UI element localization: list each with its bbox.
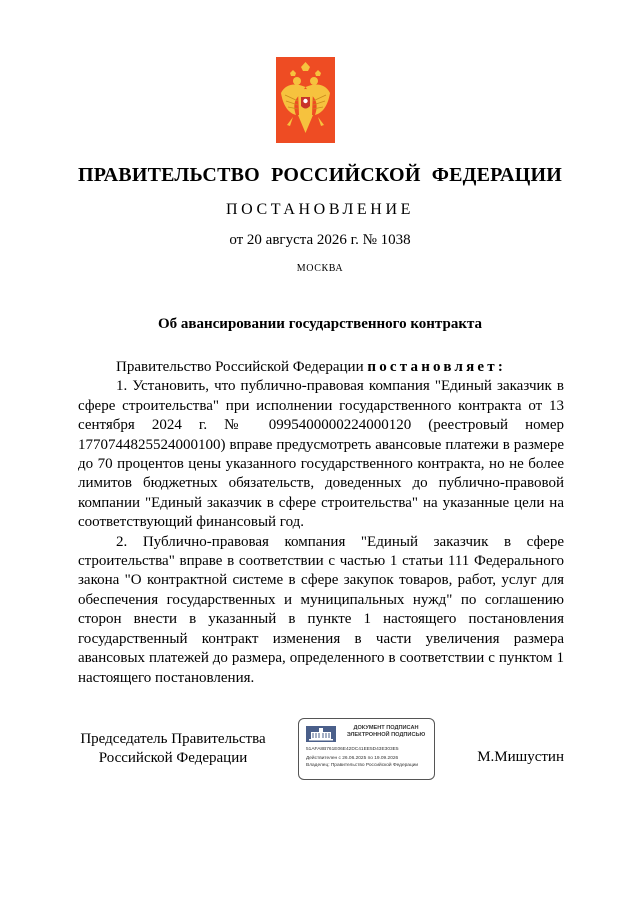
certificate-serial: 51AFA8B761E06E42DC41EE5D43E303E5 xyxy=(306,747,399,752)
document-type: ПОСТАНОВЛЕНИЕ xyxy=(226,201,414,218)
signatory-name: М.Мишустин xyxy=(477,749,564,765)
date-and-number: от 20 августа 2026 г. № 1038 xyxy=(229,232,411,248)
coat-of-arms-icon xyxy=(276,57,335,143)
paragraph-2: 2. Публично-правовая компания "Единый заказчик в сфере строительства" вправе в соответствии с частью 1 статьи 111 Федерального закона "О контрактной системе в сфере закупок товаров, работ, услуг для обеспечения государственных и муниципальных нужд" по соглашению сторон внести в указанный в пункте 1 настоящего постановления государственный контракт изменения в части увеличения размера авансовых платежей до размера, определенного в соответствии с пунктом 1 настоящего постановления. xyxy=(78,533,564,686)
paragraph-1: 1. Установить, что публично-правовая компания "Единый заказчик в сфере строительства" при исполнении государственного контракта от 13 сентября 2024 г. № 0995400000224000120 (реестровый номер 1770744825524000100) вправе предусмотреть авансовые платежи в размере до 70 процентов цены указанного государственного контракта, но не более лимитов бюджетных обязательств, доведенных до публично-правовой компании "Единый заказчик в сфере строительства" на указанные цели на соответствующий финансовый год. xyxy=(78,378,564,531)
government-name: ПРАВИТЕЛЬСТВО РОССИЙСКОЙ ФЕДЕРАЦИИ xyxy=(78,164,562,186)
position-line-2: Российской Федерации xyxy=(98,750,248,766)
lead-paragraph xyxy=(78,358,564,377)
government-building-icon xyxy=(306,726,336,747)
city: МОСКВА xyxy=(296,263,344,274)
document-title: Об авансировании государственного контракта xyxy=(157,316,483,332)
lead-text: Правительство Российской Федерации xyxy=(116,359,368,375)
stamp-header xyxy=(340,725,432,739)
electronic-signature-stamp xyxy=(298,718,435,780)
decree-word: постановляет: xyxy=(367,359,507,375)
signatory-position xyxy=(78,730,268,768)
certificate-validity: Действителен с 26.06.2025 по 19.09.2026 xyxy=(306,756,399,761)
document-body xyxy=(78,358,564,688)
certificate-owner: Владелец: Правительство Российской Федерации xyxy=(306,763,419,768)
position-line-1: Председатель Правительства xyxy=(80,731,266,747)
stamp-header-line-2: ЭЛЕКТРОННОЙ ПОДПИСЬЮ xyxy=(346,732,426,738)
stamp-header-line-1: ДОКУМЕНТ ПОДПИСАН xyxy=(353,725,419,731)
